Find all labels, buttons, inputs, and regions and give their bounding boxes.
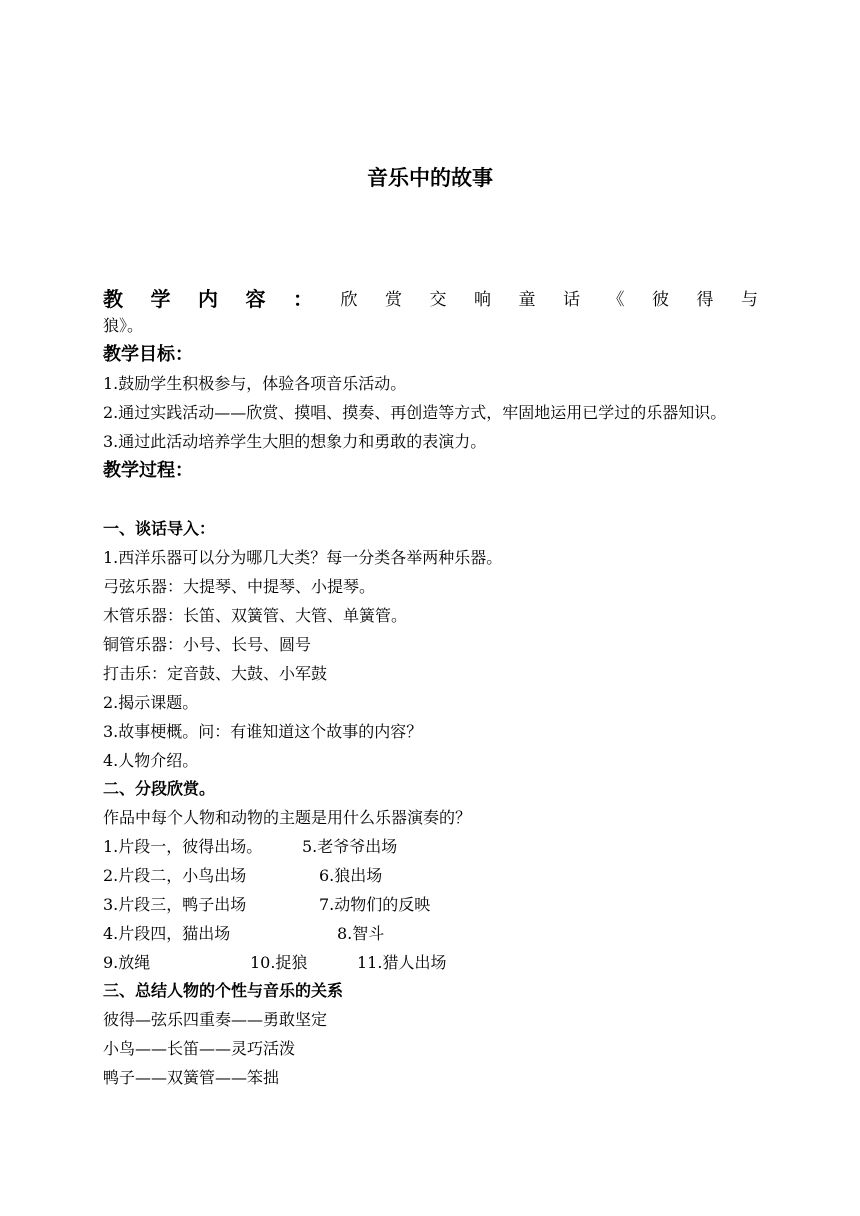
segment-item: 9.放绳 — [103, 953, 151, 972]
segment-item: 1.片段一，彼得出场。 — [103, 837, 263, 856]
objectives-heading: 教学目标： — [103, 344, 193, 365]
content-text-char: 赏 — [385, 289, 402, 310]
content-label-char: 容 — [245, 286, 266, 311]
part1-line: 木管乐器：长笛、双簧管、大管、单簧管。 — [103, 606, 408, 625]
part2-heading: 二、分段欣赏。 — [103, 779, 216, 798]
objective-item: 3.通过此活动培养学生大胆的想象力和勇敢的表演力。 — [103, 432, 487, 451]
teaching-content-continuation: 狼》。 — [103, 316, 144, 335]
content-label-char: 学 — [150, 286, 171, 311]
part1-line: 2.揭示课题。 — [103, 693, 199, 712]
part1-heading: 一、谈话导入： — [103, 519, 216, 538]
teaching-content-line — [103, 283, 758, 311]
content-text-char: 得 — [696, 289, 714, 310]
content-text-char: 响 — [474, 289, 491, 310]
content-text-char: 话 — [563, 289, 580, 310]
part1-line: 弓弦乐器：大提琴、中提琴、小提琴。 — [103, 577, 376, 596]
part3-line: 小鸟——长笛——灵巧活泼 — [103, 1039, 296, 1058]
content-text-char: 欣 — [340, 289, 358, 310]
segment-item: 2.片段二，小鸟出场 — [103, 866, 247, 885]
segment-item: 4.片段四，猫出场 — [103, 924, 231, 943]
content-label-char: ： — [293, 286, 313, 311]
part1-line: 打击乐：定音鼓、大鼓、小军鼓 — [103, 664, 328, 683]
content-text-char: 彼 — [652, 289, 669, 310]
part1-line: 4.人物介绍。 — [103, 751, 199, 770]
content-text-char: 交 — [429, 289, 447, 310]
part3-line: 鸭子——双簧管——笨拙 — [103, 1068, 280, 1087]
segment-item: 8.智斗 — [337, 924, 385, 943]
segment-item: 3.片段三，鸭子出场 — [103, 895, 247, 914]
part3-line: 彼得—弦乐四重奏——勇敢坚定 — [103, 1010, 328, 1029]
content-label-char: 内 — [198, 286, 218, 311]
segment-item: 7.动物们的反映 — [319, 895, 431, 914]
content-text-char: 《 — [607, 289, 625, 310]
content-label-char: 教 — [103, 286, 123, 311]
page-title: 音乐中的故事 — [367, 166, 493, 190]
segment-item: 10.捉狼 — [250, 953, 308, 972]
part3-heading: 三、总结人物的个性与音乐的关系 — [103, 981, 344, 1000]
objective-item: 2.通过实践活动——欣赏、摸唱、摸奏、再创造等方式，牢固地运用已学过的乐器知识。 — [103, 403, 727, 422]
part2-question: 作品中每个人物和动物的主题是用什么乐器演奏的？ — [103, 808, 472, 827]
segment-item: 11.猎人出场 — [357, 953, 447, 972]
objective-item: 1.鼓励学生积极参与，体验各项音乐活动。 — [103, 374, 407, 393]
segment-item: 6.狼出场 — [319, 866, 383, 885]
part1-line: 铜管乐器：小号、长号、圆号 — [103, 635, 312, 654]
process-heading: 教学过程： — [103, 460, 193, 481]
content-text-char: 与 — [741, 289, 758, 310]
part1-line: 3.故事梗概。问：有谁知道这个故事的内容？ — [103, 722, 423, 741]
content-text-char: 童 — [518, 289, 536, 310]
part1-line: 1.西洋乐器可以分为哪几大类？每一分类各举两种乐器。 — [103, 548, 503, 567]
segment-item: 5.老爷爷出场 — [302, 837, 398, 856]
